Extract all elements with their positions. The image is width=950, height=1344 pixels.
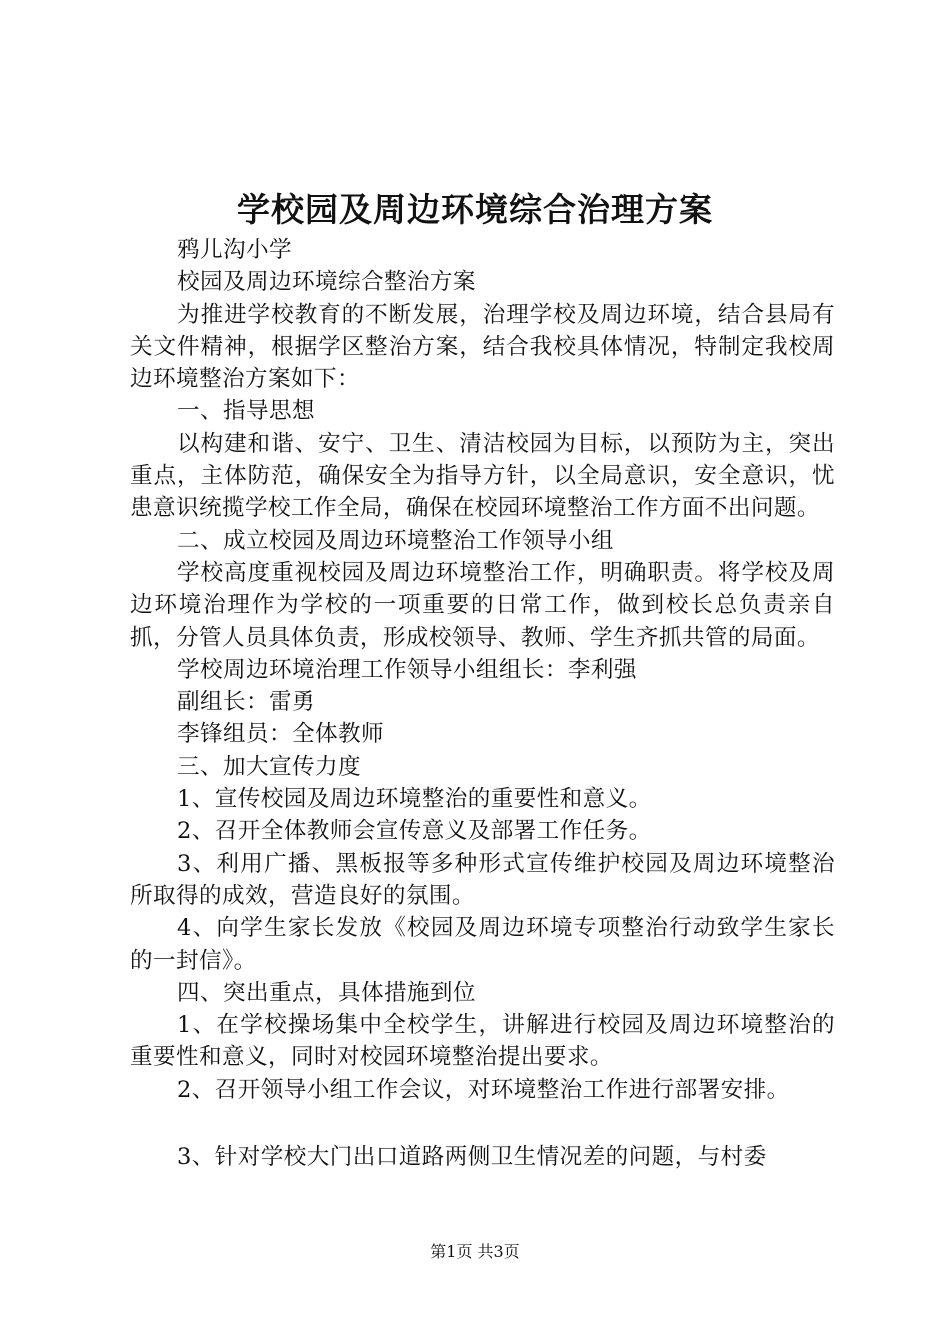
deputy-leader-line: 副组长：雷勇 <box>177 689 315 716</box>
list-item: 3、利用广播、黑板报等多种形式宣传维护校园及周边环境整治所取得的成效，营造良好的氛围。 <box>130 850 835 909</box>
section-2-paragraph: 学校高度重视校园及周边环境整治工作，明确职责。将学校及周边环境治理作为学校的一项重要的日常工作，做到校长总负责亲自抓，分管人员具体负责，形成校领导、教师、学生齐抓共管的局面。 <box>130 559 835 651</box>
members-line: 李锋组员：全体教师 <box>177 721 384 748</box>
list-item: 1、宣传校园及周边环境整治的重要性和意义。 <box>177 786 652 813</box>
leader-line: 学校周边环境治理工作领导小组组长：李利强 <box>177 656 637 683</box>
document-subtitle: 校园及周边环境综合整治方案 <box>177 269 476 296</box>
list-item: 4、向学生家长发放《校园及周边环境专项整治行动致学生家长的一封信》。 <box>130 915 835 974</box>
list-item: 3、针对学校大门出口道路两侧卫生情况差的问题，与村委 <box>177 1144 767 1171</box>
section-heading-1: 一、指导思想 <box>177 398 315 425</box>
section-heading-3: 三、加大宣传力度 <box>177 753 361 780</box>
list-item: 1、在学校操场集中全校学生，讲解进行校园及周边环境整治的重要性和意义，同时对校园环境整治提出要求。 <box>130 1012 835 1071</box>
page-title: 学校园及周边环境综合治理方案 <box>237 190 713 229</box>
list-item: 2、召开全体教师会宣传意义及部署工作任务。 <box>177 818 652 845</box>
school-name: 鸦儿沟小学 <box>177 237 292 263</box>
list-item: 2、召开领导小组工作会议，对环境整治工作进行部署安排。 <box>177 1076 790 1103</box>
page-footer: 第1页 共3页 <box>430 1242 520 1261</box>
section-1-paragraph: 以构建和谐、安宁、卫生、清洁校园为目标，以预防为主，突出重点，主体防范，确保安全为指导方针，以全局意识，安全意识，忧患意识统揽学校工作全局，确保在校园环境整治工作方面不出问题。 <box>130 430 835 522</box>
section-heading-2: 二、成立校园及周边环境整治工作领导小组 <box>177 527 614 554</box>
section-heading-4: 四、突出重点，具体措施到位 <box>177 979 476 1006</box>
document-body <box>130 234 835 1173</box>
intro-paragraph: 为推进学校教育的不断发展，治理学校及周边环境，结合县局有关文件精神，根据学区整治方案，结合我校具体情况，特制定我校周边环境整治方案如下： <box>130 301 835 393</box>
